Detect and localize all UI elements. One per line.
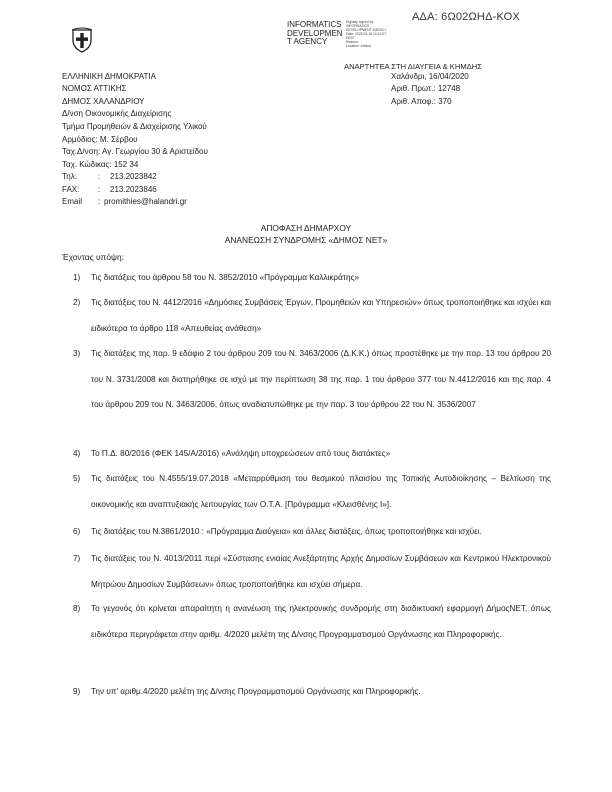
publish-note: ΑΝΑΡΤΗΤΕΑ ΣΤΗ ΔΙΑΥΓΕΙΑ & ΚΗΜΔΗΣ	[344, 62, 482, 71]
signature-line: Location: Athens	[346, 44, 372, 48]
signature-line: Reason:	[346, 40, 359, 44]
contact-sep: :	[98, 197, 101, 206]
signature-line: DEVELOPMENT AGENCY	[346, 28, 387, 32]
contact-email	[62, 197, 187, 206]
header-line: Ταχ. Κώδικας: 152 34	[62, 160, 139, 169]
protocol-number: Αριθ. Πρωτ.: 12748	[391, 84, 461, 93]
contact-label: Email	[62, 197, 83, 206]
signature-line: EEST	[346, 36, 355, 40]
decision-number: Αριθ. Αποφ.: 370	[391, 97, 452, 106]
list-item	[73, 546, 551, 597]
list-item	[73, 519, 551, 545]
list-item	[73, 341, 551, 418]
signature-line: Date: 2020.04.16 15:10:07	[346, 32, 387, 36]
list-item-number: 9)	[73, 687, 81, 696]
list-item-text: Τις διατάξεις του Ν. 4412/2016 «Δημόσιες Συμβάσεις Έργων, Προμηθειών και Υπηρεσιών» όπως τροποποιήθηκε και ισχύει και ειδικότερα το άρθρο 118 «Απευθείας ανάθεση»	[91, 298, 551, 333]
contact-fax	[62, 185, 157, 194]
contact-sep: :	[98, 185, 101, 194]
list-item-text: Τις διατάξεις του Ν. 4013/2011 περί «Σύστασης ενιαίας Ανεξάρτητης Αρχής Δημοσίων Συμβάσεων και Κεντρικού Ηλεκτρονικού Μητρώου Δημοσίων Συμβάσεων» όπως τροποποιήθηκε και ισχύει σήμερα.	[91, 554, 551, 589]
list-item-text: Τις διατάξεις της παρ. 9 εδάφιο 2 του άρθρου 209 του Ν. 3463/2006 (Δ.Κ.Κ.) όπως προστέθηκε με την παρ. 13 του άρθρου 20 του Ν. 3731/2008 και διατηρήθηκε σε ισχύ με την περίπτωση 38 της παρ. 1 του άρθρου 377 του Ν.4412/2016 και της παρ. 4 του άρθρου 209 του Ν. 3463/2006, όπως αναδιατυπώθηκε με την παρ. 3 του άρθρου 22 του Ν. 3536/2007	[91, 349, 551, 409]
list-item-number: 4)	[73, 449, 81, 458]
list-item-text: Το γεγονός ότι κρίνεται απαραίτητη η ανανέωση της ηλεκτρονικής συνδρομής στη διαδικτυακή εφαρμογή ΔήμοςNET, όπως ειδικότερα περιγράφεται στην αριθμ. 4/2020 μελέτη της Δ/νσης Προγραμματισμού Οργάνωσης και Πληροφορικής.	[91, 604, 551, 639]
ida-logo-line: INFORMATICS	[287, 20, 342, 29]
list-item-number: 6)	[73, 527, 81, 536]
header-line: ΔΗΜΟΣ ΧΑΛΑΝΔΡΙΟΥ	[62, 97, 145, 106]
list-item	[73, 290, 551, 341]
header-line: Τμήμα Προμηθειών & Διαχείρισης Υλικού	[62, 122, 207, 131]
doc-date: Χαλάνδρι, 16/04/2020	[391, 72, 469, 81]
list-item	[73, 441, 551, 467]
list-item-number: 7)	[73, 554, 81, 563]
header-line: ΕΛΛΗΝΙΚΗ ΔΗΜΟΚΡΑΤΙΑ	[62, 72, 156, 81]
list-item-number: 2)	[73, 298, 81, 307]
contact-value: 213.2023842	[110, 172, 157, 181]
list-item-number: 1)	[73, 273, 81, 282]
contact-email-value[interactable]: promithies@halandri.gr	[104, 197, 187, 206]
signature-line: INFORMATICS	[346, 24, 370, 28]
header-line: Ταχ.Δ/νση: Αγ. Γεωργίου 30 & Αριστείδου	[62, 147, 208, 156]
list-item	[73, 265, 551, 291]
list-item-text: Τις διατάξεις του άρθρου 58 του Ν. 3852/2010 «Πρόγραμμα Καλλικράτης»	[91, 273, 360, 282]
ida-logo-line: DEVELOPMEN	[287, 28, 343, 38]
list-item-text: Τις διατάξεις του Ν.4555/19.07.2018 «Μεταρρύθμιση του θεσμικού πλαισίου της Τοπικής Αυτοδιοίκησης – Βελτίωση της οικονομικής και αναπτυξιακής λειτουργίας των Ο.Τ.Α. [Πρόγραμμα «Κλεισθένης Ι»].	[91, 474, 551, 509]
doc-subtitle: ΑΝΑΝΕΩΣΗ ΣΥΝΔΡΟΜΗΣ «ΔΗΜΟΣ NET»	[224, 235, 388, 245]
contact-value: 213.2023846	[110, 185, 157, 194]
greek-emblem-icon	[71, 27, 93, 53]
intro-text: Έχοντας υπόψη:	[62, 252, 124, 262]
list-item-text: Το Π.Δ. 80/2016 (ΦΕΚ 145/Α/2016) «Ανάληψη υποχρεώσεων από τους διατάκτες»	[91, 449, 391, 458]
header-line: ΝΟΜΟΣ ΑΤΤΙΚΗΣ	[62, 84, 127, 93]
contact-phone	[62, 172, 157, 181]
list-item	[73, 596, 551, 647]
contact-label: Τηλ:	[62, 172, 77, 181]
header-line: Αρμόδιος: Μ. Σέρβου	[62, 135, 138, 144]
contact-sep: :	[98, 172, 101, 181]
signature-line: Digitally signed by	[346, 20, 374, 24]
doc-title: ΑΠΟΦΑΣΗ ΔΗΜΑΡΧΟΥ	[260, 223, 352, 233]
digital-signature-note	[346, 20, 387, 48]
list-item	[73, 466, 551, 517]
contact-label: FAX:	[62, 185, 80, 194]
list-item-number: 5)	[73, 474, 81, 483]
ida-logo-line: T AGENCY	[287, 37, 328, 47]
header-line: Δ/νση Οικονομικής Διαχείρισης	[62, 109, 172, 118]
list-item-text: Την υπ' αριθμ.4/2020 μελέτη της Δ/νσης Προγραμματισμού Οργάνωσης και Πληροφορικής.	[91, 687, 421, 696]
ada-code: ΑΔΑ: 6Ω02ΩΗΔ-ΚΟΧ	[412, 11, 520, 23]
list-item-number: 8)	[73, 604, 81, 613]
ida-logo	[287, 21, 343, 47]
list-item	[73, 679, 551, 705]
list-item-text: Τις διατάξεις του Ν.3861/2010 : «Πρόγραμμα Διαύγεια» και άλλες διατάξεις, όπως τροποποιήθηκε και ισχύει.	[91, 527, 482, 536]
list-item-number: 3)	[73, 349, 81, 358]
